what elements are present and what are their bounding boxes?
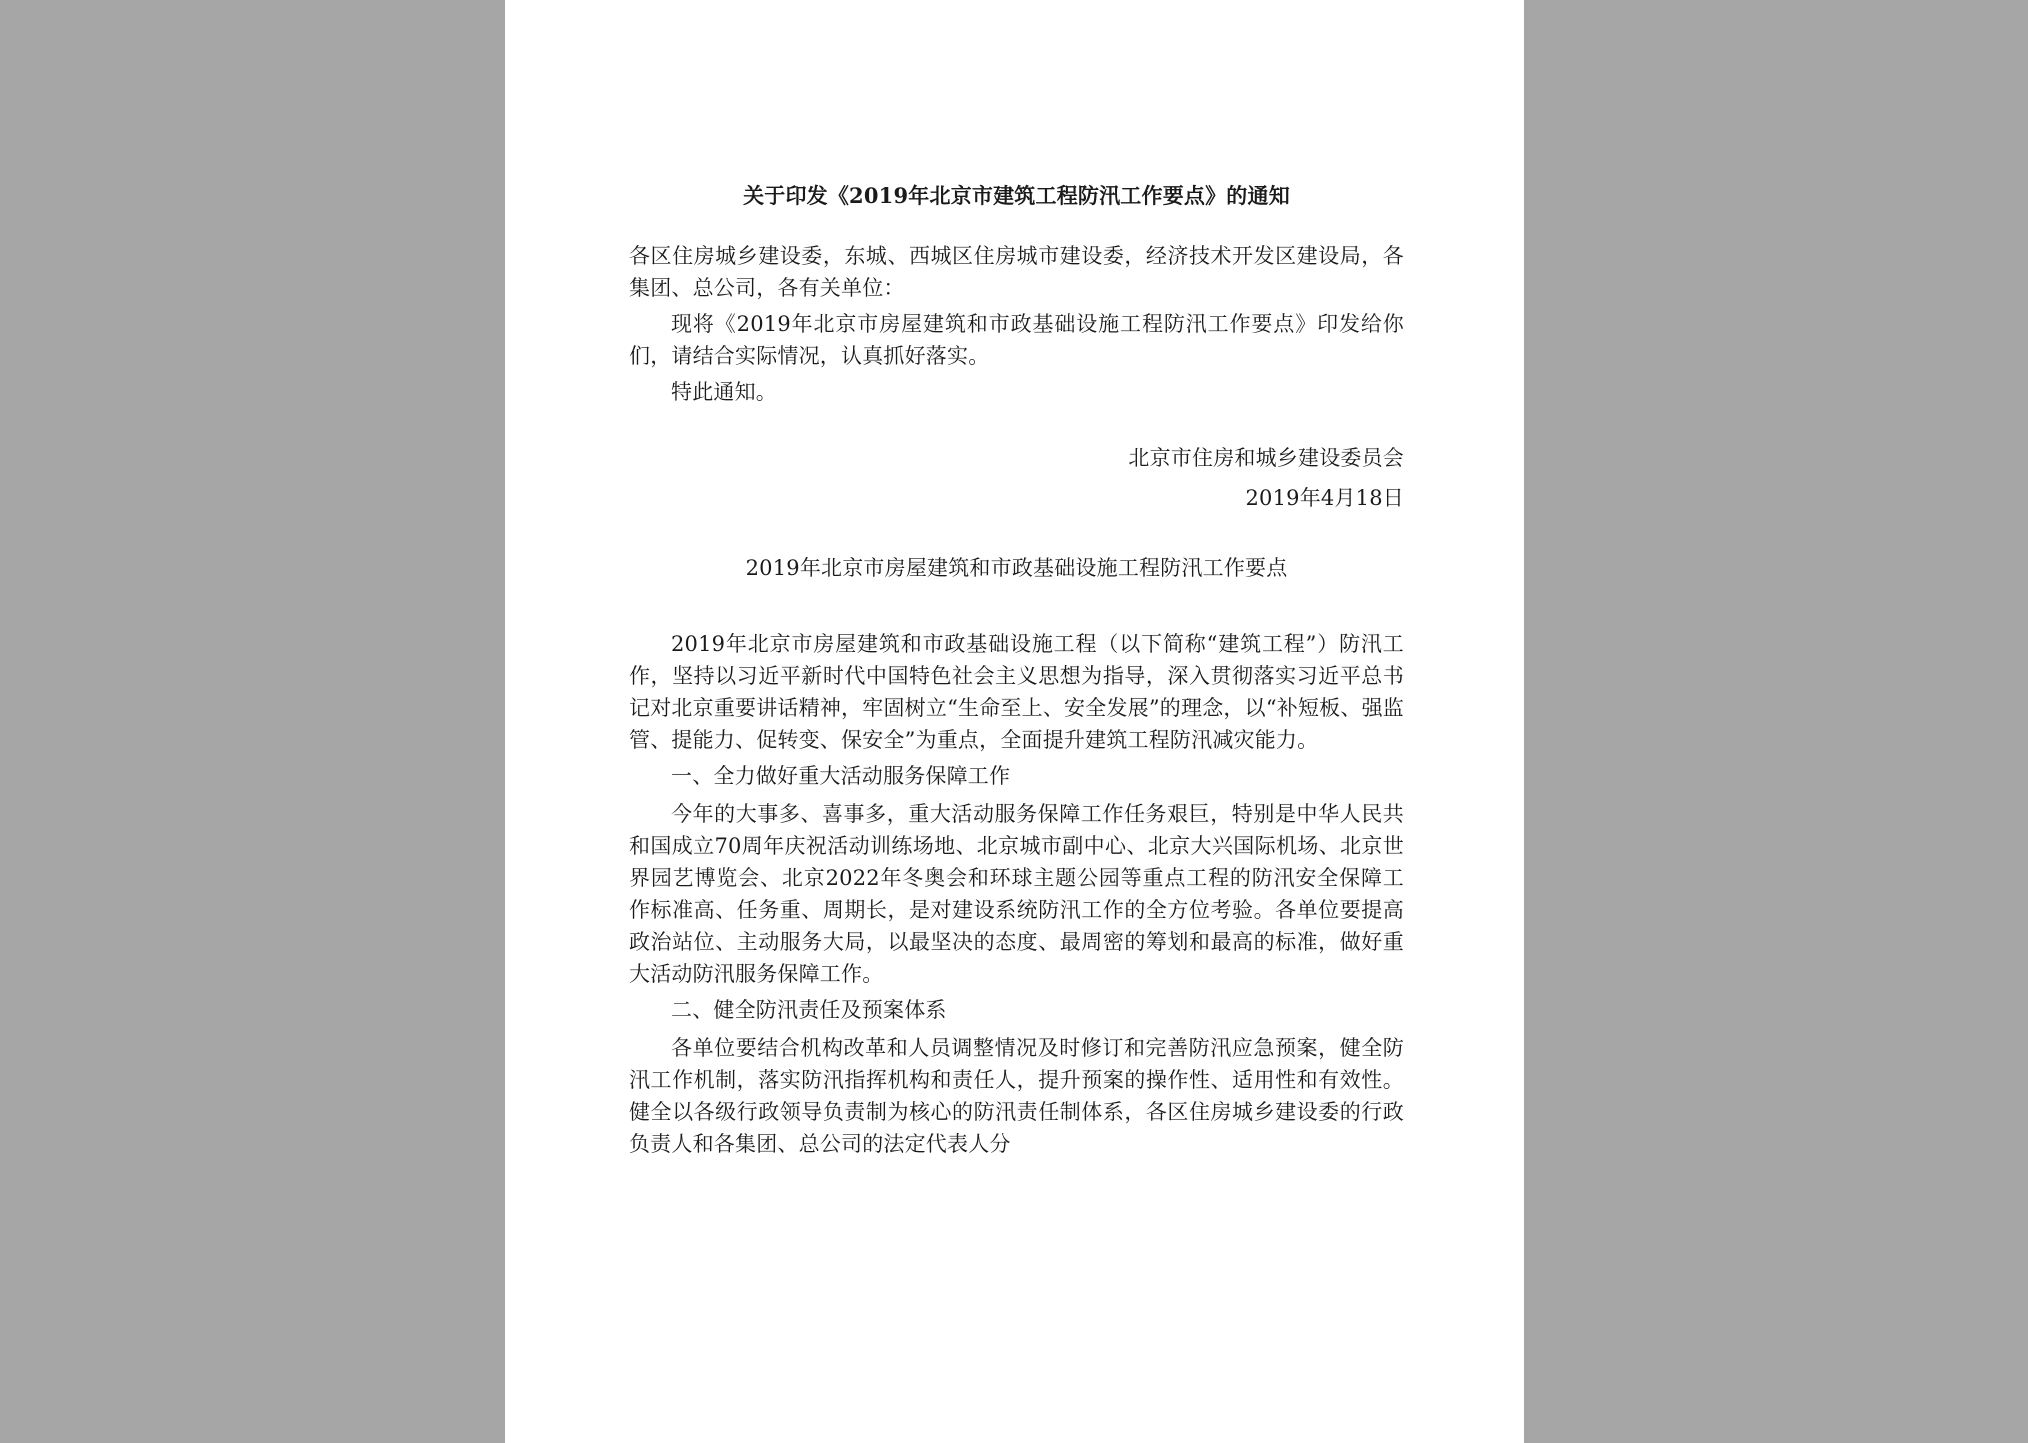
attachment-intro: 2019年北京市房屋建筑和市政基础设施工程（以下简称“建筑工程”）防汛工作，坚持以习近平新时代中国特色社会主义思想为指导，深入贯彻落实习近平总书记对北京重要讲话精神，牢固树立“生命至上、安全发展”的理念，以“补短板、强监管、提能力、促转变、保安全”为重点，全面提升建筑工程防汛减灾能力。 bbox=[629, 632, 1404, 752]
attachment-title: 2019年北京市房屋建筑和市政基础设施工程防汛工作要点 bbox=[745, 556, 1288, 580]
notice-date: 2019年4月18日 bbox=[1245, 486, 1404, 510]
page-content bbox=[629, 180, 1404, 1164]
notice-closing: 特此通知。 bbox=[671, 380, 777, 404]
section-2-heading: 二、健全防汛责任及预案体系 bbox=[671, 998, 947, 1022]
document-page bbox=[505, 0, 1524, 1443]
notice-body: 现将《2019年北京市房屋建筑和市政基础设施工程防汛工作要点》印发给你们，请结合实际情况，认真抓好落实。 bbox=[629, 312, 1404, 368]
section-2-body: 各单位要结合机构改革和人员调整情况及时修订和完善防汛应急预案，健全防汛工作机制，落实防汛指挥机构和责任人，提升预案的操作性、适用性和有效性。健全以各级行政领导负责制为核心的防汛责任制体系，各区住房城乡建设委的行政负责人和各集团、总公司的法定代表人分 bbox=[629, 1036, 1404, 1156]
notice-issuer: 北京市住房和城乡建设委员会 bbox=[1128, 446, 1404, 470]
section-1-heading: 一、全力做好重大活动服务保障工作 bbox=[671, 764, 1011, 788]
notice-title: 关于印发《2019年北京市建筑工程防汛工作要点》的通知 bbox=[743, 183, 1290, 208]
section-1-body: 今年的大事多、喜事多，重大活动服务保障工作任务艰巨，特别是中华人民共和国成立70周年庆祝活动训练场地、北京城市副中心、北京大兴国际机场、北京世界园艺博览会、北京2022年冬奥会和环球主题公园等重点工程的防汛安全保障工作标准高、任务重、周期长，是对建设系统防汛工作的全方位考验。各单位要提高政治站位、主动服务大局，以最坚决的态度、最周密的筹划和最高的标准，做好重大活动防汛服务保障工作。 bbox=[629, 802, 1404, 986]
notice-addressee: 各区住房城乡建设委，东城、西城区住房城市建设委，经济技术开发区建设局，各集团、总公司，各有关单位： bbox=[629, 244, 1404, 300]
